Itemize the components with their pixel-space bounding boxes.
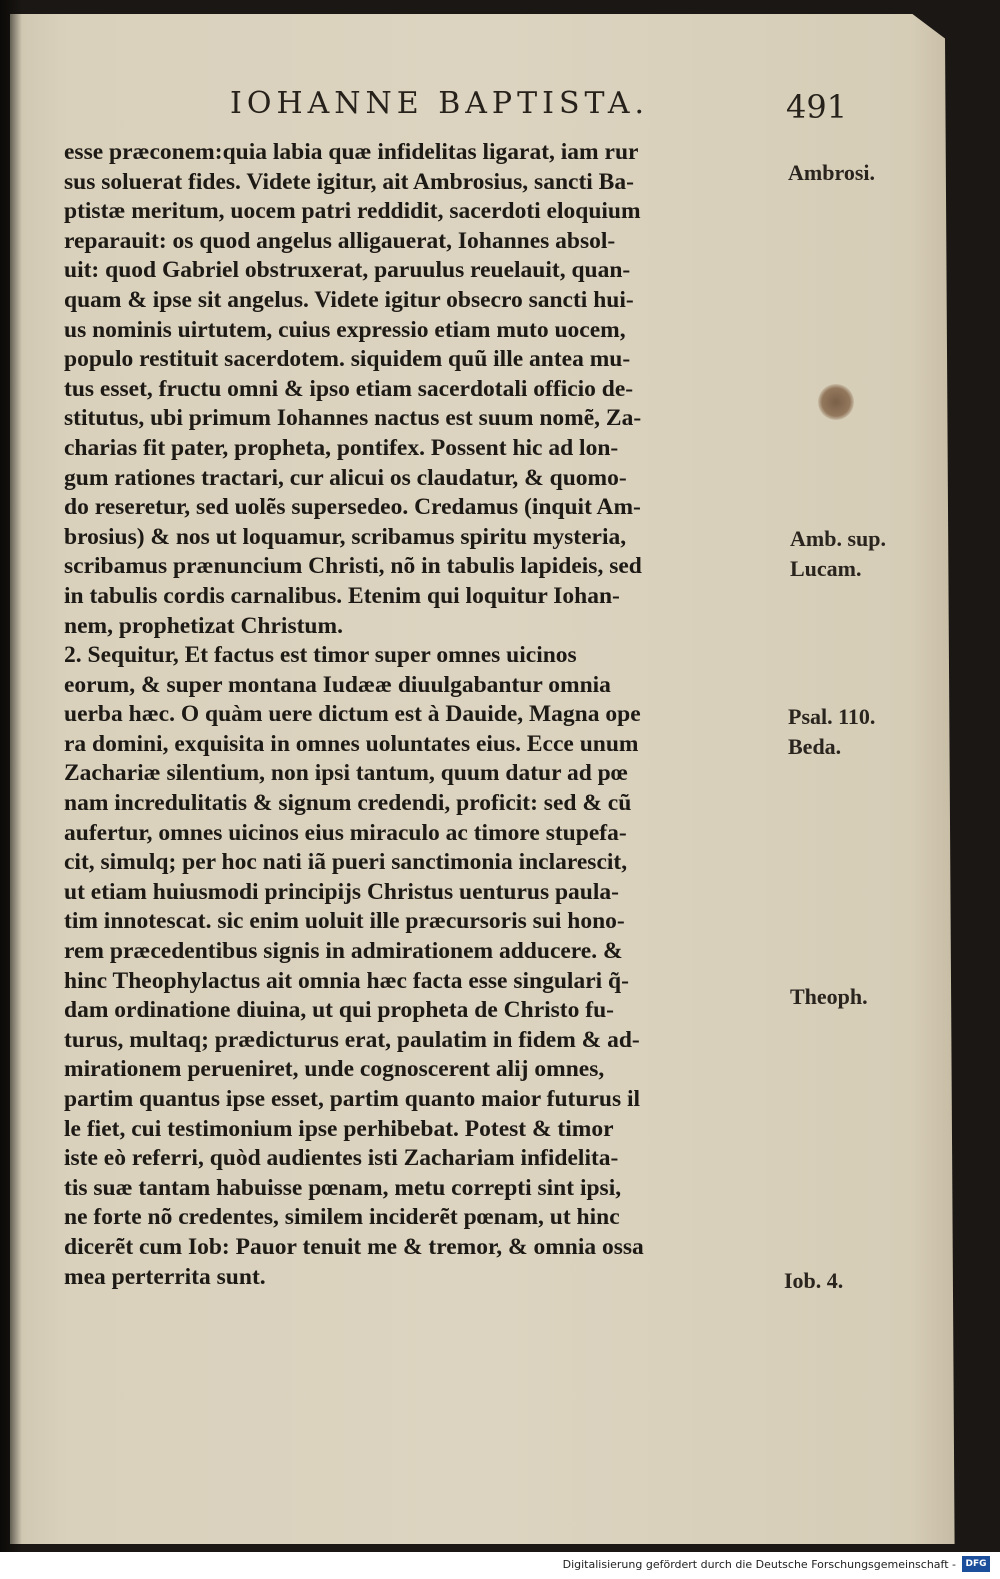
marginal-note-lucam: Lucam. bbox=[790, 556, 862, 581]
text-line: dam ordinatione diuina, ut qui propheta de Christo fu- bbox=[64, 997, 614, 1024]
running-head: IOHANNE BAPTISTA. bbox=[230, 86, 650, 121]
text-line: uerba hæc. O quàm uere dictum est à Dauide, Magna ope bbox=[64, 701, 641, 728]
paper-stain bbox=[818, 384, 854, 420]
text-line: turus, multaq; prædicturus erat, paulatim in fidem & ad- bbox=[64, 1026, 640, 1053]
text-line: brosius) & nos ut loquamur, scribamus spiritu mysteria, bbox=[64, 523, 627, 550]
text-line: mea perterrita sunt. bbox=[64, 1263, 266, 1290]
text-line: aufertur, omnes uicinos eius miraculo ac timore stupefa- bbox=[64, 819, 627, 846]
text-line: esse præconem:quia labia quæ infidelitas ligarat, iam rur bbox=[64, 139, 639, 165]
footer-bar bbox=[0, 1552, 1000, 1579]
marginal-note-ambrosius: Ambrosi. bbox=[788, 160, 875, 185]
text-line: ut etiam huiusmodi principijs Christus uenturus paula- bbox=[64, 878, 619, 905]
marginal-note-beda: Beda. bbox=[788, 734, 842, 759]
text-line: 2. Sequitur, Et factus est timor super omnes uicinos bbox=[64, 642, 577, 669]
text-line: populo restituit sacerdotem. siquidem quũ ille antea mu- bbox=[64, 346, 631, 373]
dfg-logo: DFG bbox=[962, 1556, 990, 1572]
text-line: nem, prophetizat Christum. bbox=[64, 612, 343, 639]
text-line: iste eò referri, quòd audientes isti Zachariam infidelita- bbox=[64, 1145, 619, 1172]
text-line: hinc Theophylactus ait omnia hæc facta esse singulari q̃- bbox=[64, 967, 629, 994]
marginal-note-amb-sup: Amb. sup. bbox=[790, 526, 886, 551]
text-line: sus soluerat fides. Videte igitur, ait Ambrosius, sancti Ba- bbox=[64, 168, 634, 195]
marginal-note-psal: Psal. 110. bbox=[788, 704, 876, 729]
binding-shadow bbox=[0, 0, 22, 1579]
text-line: partim quantus ipse esset, partim quanto maior futurus il bbox=[64, 1086, 641, 1112]
text-line: tus esset, fructu omni & ipso etiam sacerdotali officio de- bbox=[64, 375, 634, 402]
text-line: Zachariæ silentium, non ipsi tantum, quum datur ad pœ bbox=[64, 760, 628, 787]
text-line: tim innotescat. sic enim uoluit ille præcursoris sui hono- bbox=[64, 908, 625, 935]
body-text bbox=[64, 138, 784, 1292]
text-line: gum rationes tractari, cur alicui os claudatur, & quomo- bbox=[64, 464, 627, 491]
text-line: in tabulis cordis carnalibus. Etenim qui loquitur Iohan- bbox=[64, 582, 620, 609]
text-line: charias fit pater, propheta, pontifex. Possent hic ad lon- bbox=[64, 434, 619, 461]
text-line: us nominis uirtutem, cuius expressio etiam muto uocem, bbox=[64, 316, 626, 343]
text-line: quam & ipse sit angelus. Videte igitur obsecro sancti hui- bbox=[64, 286, 634, 313]
marginal-note-theoph: Theoph. bbox=[790, 984, 868, 1009]
text-line: do reseretur, sed uolẽs supersedeo. Credamus (inquit Am- bbox=[64, 494, 641, 521]
text-line: ne forte nõ credentes, similem inciderẽt pœnam, ut hinc bbox=[64, 1204, 620, 1231]
text-line: nam incredulitatis & signum credendi, proficit: sed & cũ bbox=[64, 790, 632, 817]
text-line: stitutus, ubi primum Iohannes nactus est suum nomẽ, Za- bbox=[64, 405, 642, 432]
text-line: dicerẽt cum Iob: Pauor tenuit me & tremor, & omnia ossa bbox=[64, 1233, 644, 1260]
text-line: uit: quod Gabriel obstruxerat, paruulus reuelauit, quan- bbox=[64, 257, 631, 284]
text-line: le fiet, cui testimonium ipse perhibebat. Potest & timor bbox=[64, 1115, 614, 1142]
text-line: tis suæ tantam habuisse pœnam, metu correpti sint ipsi, bbox=[64, 1174, 622, 1201]
text-line: ra domini, exquisita in omnes uoluntates eius. Ecce unum bbox=[64, 730, 639, 757]
footer-credit: Digitalisierung gefördert durch die Deutsche Forschungsgemeinschaft - bbox=[562, 1558, 956, 1571]
marginal-note-iob: Iob. 4. bbox=[784, 1268, 844, 1293]
text-line: reparauit: os quod angelus alligauerat, Iohannes absol- bbox=[64, 227, 616, 254]
text-line: mirationem perueniret, unde cognoscerent alij omnes, bbox=[64, 1056, 605, 1083]
text-line: eorum, & super montana Iudææ diuulgabantur omnia bbox=[64, 671, 611, 698]
text-line: ptistæ meritum, uocem patri reddidit, sacerdoti eloquium bbox=[64, 198, 641, 225]
text-line: scribamus prænuncium Christi, nõ in tabulis lapideis, sed bbox=[64, 553, 642, 580]
page-number: 491 bbox=[786, 88, 848, 126]
text-line: cit, simulq; per hoc nati iã pueri sanctimonia inclarescit, bbox=[64, 849, 628, 876]
text-line: rem præcedentibus signis in admirationem adducere. & bbox=[64, 938, 623, 965]
